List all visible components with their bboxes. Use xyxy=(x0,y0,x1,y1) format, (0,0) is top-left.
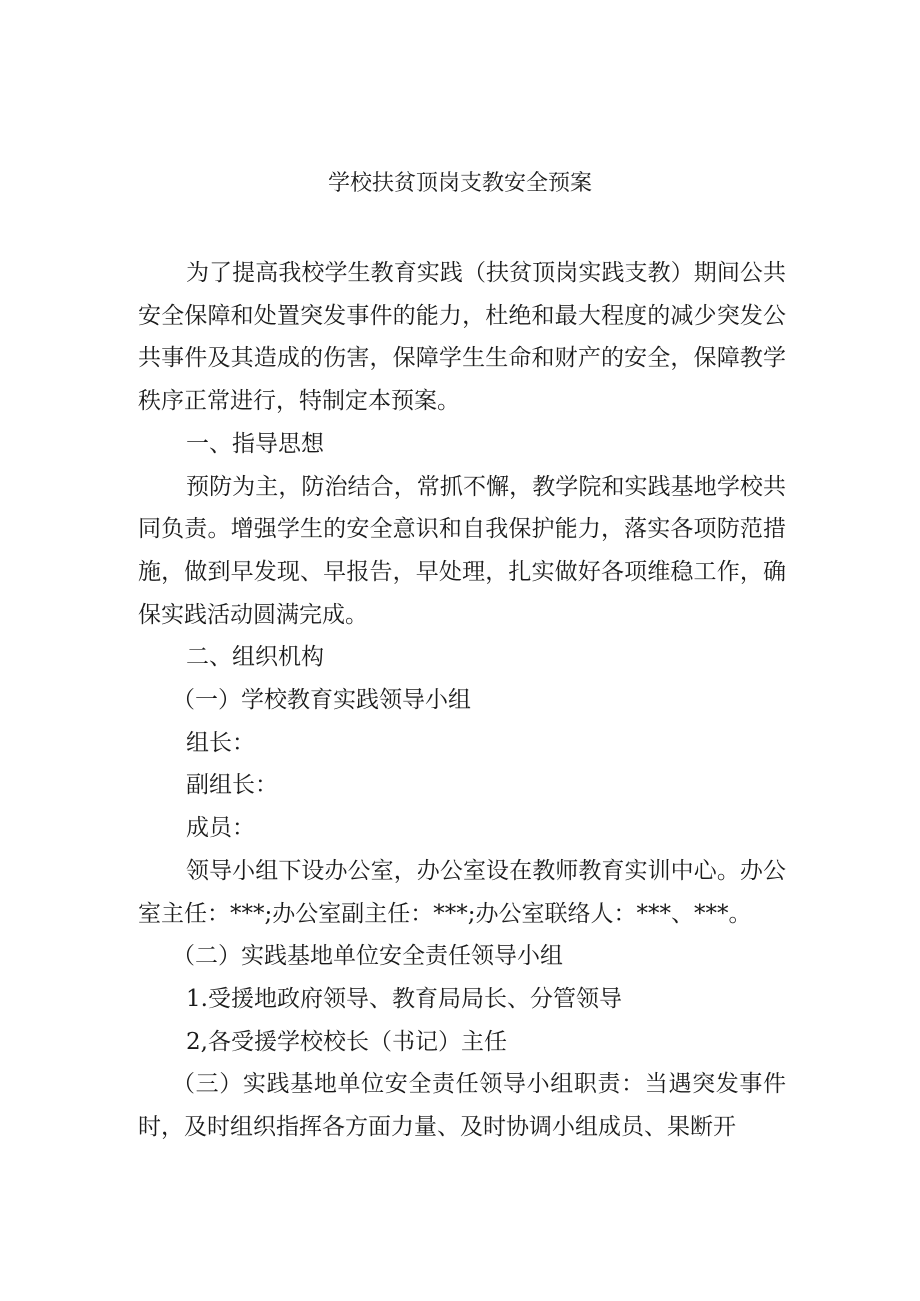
section-heading-guiding-ideology: 一、指导思想 xyxy=(186,430,324,457)
section-heading-organization: 二、组织机构 xyxy=(186,644,324,671)
list-item-2: 2,各受援学校校长（书记）主任 xyxy=(186,1028,507,1055)
subsection-heading-base-safety-group: （二）实践基地单位安全责任领导小组 xyxy=(172,943,563,970)
field-deputy-group-leader: 副组长： xyxy=(186,772,278,799)
paragraph-office: 领导小组下设办公室，办公室设在教师教育实训中心。办公室主任：***;办公室副主任：***;办公室联络人：***、***。 xyxy=(138,857,786,927)
paragraph-group-duties: （三）实践基地单位安全责任领导小组职责：当遇突发事件时，及时组织指挥各方面力量、及时协调小组成员、果断开 xyxy=(138,1071,786,1141)
paragraph-guiding-ideology: 预防为主，防治结合，常抓不懈，教学院和实践基地学校共同负责。增强学生的安全意识和自我保护能力，落实各项防范措施，做到早发现、早报告，早处理，扎实做好各项维稳工作，确保实践活动圆满完成。 xyxy=(138,473,786,628)
document-title: 学校扶贫顶岗支教安全预案 xyxy=(327,171,592,196)
subsection-heading-leadership-group: （一）学校教育实践领导小组 xyxy=(172,687,471,714)
document-body xyxy=(138,252,786,1149)
list-item-1: 1.受援地政府领导、教育局局长、分管领导 xyxy=(186,985,622,1012)
field-members: 成员： xyxy=(186,815,255,842)
paragraph-intro: 为了提高我校学生教育实践（扶贫顶岗实践支教）期间公共安全保障和处置突发事件的能力，杜绝和最大程度的减少突发公共事件及其造成的伤害，保障学生生命和财产的安全，保障教学秩序正常进行，特制定本预案。 xyxy=(138,260,786,415)
field-group-leader: 组长： xyxy=(186,729,255,756)
